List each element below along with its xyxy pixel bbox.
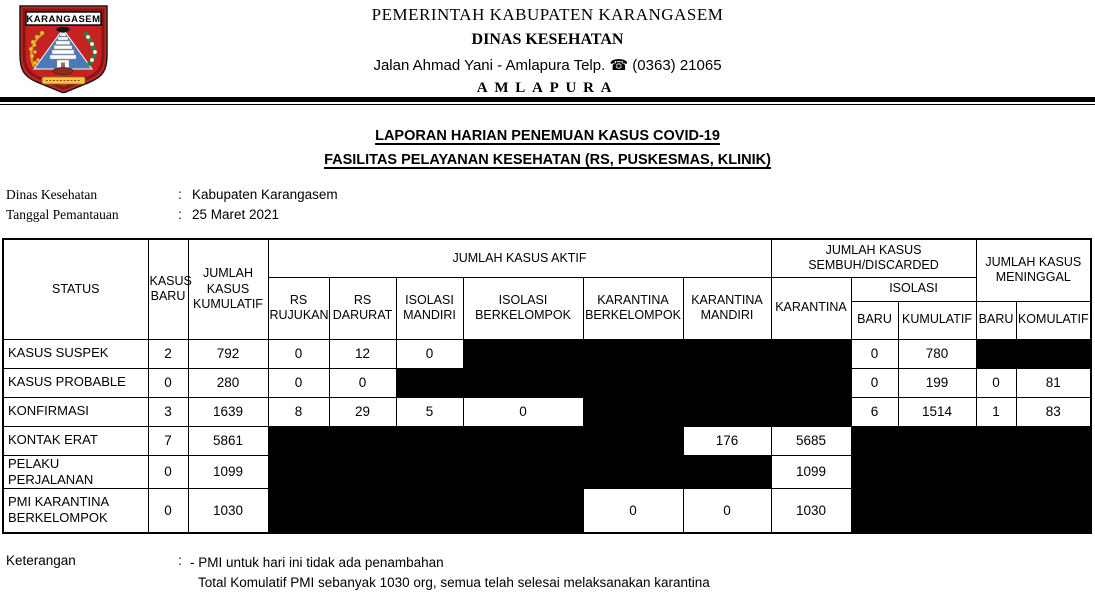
karangasem-emblem-icon	[10, 3, 117, 96]
redacted-cell	[268, 455, 329, 489]
redacted-cell	[396, 489, 463, 533]
redacted-cell	[1016, 455, 1091, 489]
keterangan-line1: - PMI untuk hari ini tidak ada penambahan	[190, 554, 444, 570]
col-header-karantina: KARANTINA	[771, 277, 851, 339]
value-cell: 3	[148, 397, 188, 426]
redacted-cell	[463, 339, 583, 368]
meta-colon: :	[178, 187, 182, 202]
redacted-cell	[898, 489, 976, 533]
col-header-meninggal-komulatif: KOMULATIF	[1016, 301, 1091, 339]
group-header-isolasi: ISOLASI	[851, 277, 976, 301]
letterhead	[0, 0, 1095, 96]
value-cell: 12	[329, 339, 396, 368]
table-row	[3, 489, 1091, 533]
value-cell: 5	[396, 397, 463, 426]
col-header-karantina-mandiri: KARANTINA MANDIRI	[683, 277, 771, 339]
value-cell: 0	[976, 368, 1016, 397]
table-row	[3, 339, 1091, 368]
value-cell: 81	[1016, 368, 1091, 397]
table-row	[3, 455, 1091, 489]
redacted-cell	[463, 489, 583, 533]
redacted-cell	[583, 397, 683, 426]
value-cell: 5685	[771, 426, 851, 455]
redacted-cell	[329, 455, 396, 489]
row-label: PELAKU PERJALANAN	[3, 455, 148, 489]
redacted-cell	[771, 397, 851, 426]
row-label: PMI KARANTINA BERKELOMPOK	[3, 489, 148, 533]
value-cell: 1	[976, 397, 1016, 426]
value-cell: 1099	[771, 455, 851, 489]
col-header-meninggal-baru: BARU	[976, 301, 1016, 339]
redacted-cell	[851, 489, 898, 533]
letterhead-text	[0, 0, 1095, 99]
redacted-cell	[463, 455, 583, 489]
redacted-cell	[268, 426, 329, 455]
value-cell: 780	[898, 339, 976, 368]
value-cell: 7	[148, 426, 188, 455]
row-label: KASUS SUSPEK	[3, 339, 148, 368]
redacted-cell	[396, 368, 463, 397]
redacted-cell	[683, 368, 771, 397]
value-cell: 792	[188, 339, 268, 368]
redacted-cell	[976, 339, 1016, 368]
redacted-cell	[898, 455, 976, 489]
meta-row-tanggal	[6, 205, 1095, 225]
keterangan-lines	[190, 553, 710, 593]
redacted-cell	[851, 426, 898, 455]
table-body	[3, 339, 1091, 533]
redacted-cell	[463, 368, 583, 397]
covid-report-table	[2, 238, 1092, 534]
col-header-status: STATUS	[3, 239, 148, 339]
redacted-cell	[583, 426, 683, 455]
col-header-isolasi-mandiri: ISOLASI MANDIRI	[396, 277, 463, 339]
redacted-cell	[976, 455, 1016, 489]
redacted-cell	[683, 397, 771, 426]
group-header-kasus-aktif: JUMLAH KASUS AKTIF	[268, 239, 771, 277]
value-cell: 0	[583, 489, 683, 533]
keterangan-label: Keterangan	[6, 552, 76, 568]
redacted-cell	[396, 426, 463, 455]
keterangan-line2: Total Komulatif PMI sebanyak 1030 org, semua telah selesai melaksanakan karantina	[198, 574, 710, 590]
redacted-cell	[583, 455, 683, 489]
report-title	[0, 124, 1095, 172]
redacted-cell	[583, 339, 683, 368]
phone-number: (0363) 21065	[632, 57, 722, 74]
value-cell: 0	[851, 339, 898, 368]
col-header-karantina-berkelompok: KARANTINA BERKELOMPOK	[583, 277, 683, 339]
value-cell: 29	[329, 397, 396, 426]
redacted-cell	[396, 455, 463, 489]
address-text: Jalan Ahmad Yani - Amlapura Telp.	[373, 57, 606, 74]
meta-label: Dinas Kesehatan	[6, 187, 98, 202]
col-header-isolasi-berkelompok: ISOLASI BERKELOMPOK	[463, 277, 583, 339]
value-cell: 0	[268, 339, 329, 368]
redacted-cell	[329, 489, 396, 533]
value-cell: 0	[396, 339, 463, 368]
redacted-cell	[583, 368, 683, 397]
value-cell: 83	[1016, 397, 1091, 426]
group-header-sembuh-discarded: JUMLAH KASUS SEMBUH/DISCARDED	[771, 239, 976, 277]
value-cell: 0	[463, 397, 583, 426]
value-cell: 1514	[898, 397, 976, 426]
meta-value: Kabupaten Karangasem	[192, 187, 338, 202]
redacted-cell	[329, 426, 396, 455]
col-header-sembuh-baru: BARU	[851, 301, 898, 339]
value-cell: 2	[148, 339, 188, 368]
address-line	[0, 53, 1095, 78]
col-header-rs-rujukan: RS RUJUKAN	[268, 277, 329, 339]
report-title-line1: LAPORAN HARIAN PENEMUAN KASUS COVID-19	[375, 128, 720, 144]
meta-section	[0, 185, 1095, 225]
col-header-kasus-baru: KASUS BARU	[148, 239, 188, 339]
redacted-cell	[1016, 489, 1091, 533]
redacted-cell	[1016, 426, 1091, 455]
redacted-cell	[268, 489, 329, 533]
value-cell: 0	[148, 489, 188, 533]
value-cell: 1030	[771, 489, 851, 533]
value-cell: 0	[683, 489, 771, 533]
redacted-cell	[683, 455, 771, 489]
meta-row-dinas	[6, 185, 1095, 205]
value-cell: 5861	[188, 426, 268, 455]
value-cell: 8	[268, 397, 329, 426]
value-cell: 6	[851, 397, 898, 426]
redacted-cell	[463, 426, 583, 455]
logo-banner-text: KARANGASEM	[26, 14, 101, 25]
meta-value: 25 Maret 2021	[192, 207, 280, 222]
redacted-cell	[976, 426, 1016, 455]
value-cell: 1639	[188, 397, 268, 426]
report-title-line2: FASILITAS PELAYANAN KESEHATAN (RS, PUSKESMAS, KLINIK)	[324, 152, 771, 168]
redacted-cell	[898, 426, 976, 455]
value-cell: 0	[851, 368, 898, 397]
meta-label: Tanggal Pemantauan	[6, 207, 119, 222]
row-label: KONTAK ERAT	[3, 426, 148, 455]
value-cell: 199	[898, 368, 976, 397]
redacted-cell	[771, 339, 851, 368]
value-cell: 0	[148, 455, 188, 489]
value-cell: 0	[268, 368, 329, 397]
table-row	[3, 368, 1091, 397]
table-row	[3, 397, 1091, 426]
redacted-cell	[683, 339, 771, 368]
col-header-jumlah-kumulatif: JUMLAH KASUS KUMULATIF	[188, 239, 268, 339]
table-row	[3, 426, 1091, 455]
department-name: DINAS KESEHATAN	[471, 31, 624, 48]
redacted-cell	[771, 368, 851, 397]
value-cell: 1099	[188, 455, 268, 489]
value-cell: 176	[683, 426, 771, 455]
col-header-sembuh-kumulatif: KUMULATIF	[898, 301, 976, 339]
group-header-meninggal: JUMLAH KASUS MENINGGAL	[976, 239, 1091, 301]
col-header-rs-darurat: RS DARURAT	[329, 277, 396, 339]
government-name: PEMERINTAH KABUPATEN KARANGASEM	[371, 5, 724, 24]
meta-colon: :	[178, 207, 182, 222]
city-name: AMLAPURA	[476, 80, 619, 96]
redacted-cell	[976, 489, 1016, 533]
keterangan-colon: :	[178, 552, 182, 568]
redacted-cell	[851, 455, 898, 489]
value-cell: 0	[329, 368, 396, 397]
row-label: KASUS PROBABLE	[3, 368, 148, 397]
row-label: KONFIRMASI	[3, 397, 148, 426]
redacted-cell	[1016, 339, 1091, 368]
header-divider-thin	[0, 104, 1095, 105]
phone-icon: ☎	[609, 57, 629, 74]
value-cell: 280	[188, 368, 268, 397]
keterangan-section	[0, 553, 1095, 593]
value-cell: 0	[148, 368, 188, 397]
value-cell: 1030	[188, 489, 268, 533]
